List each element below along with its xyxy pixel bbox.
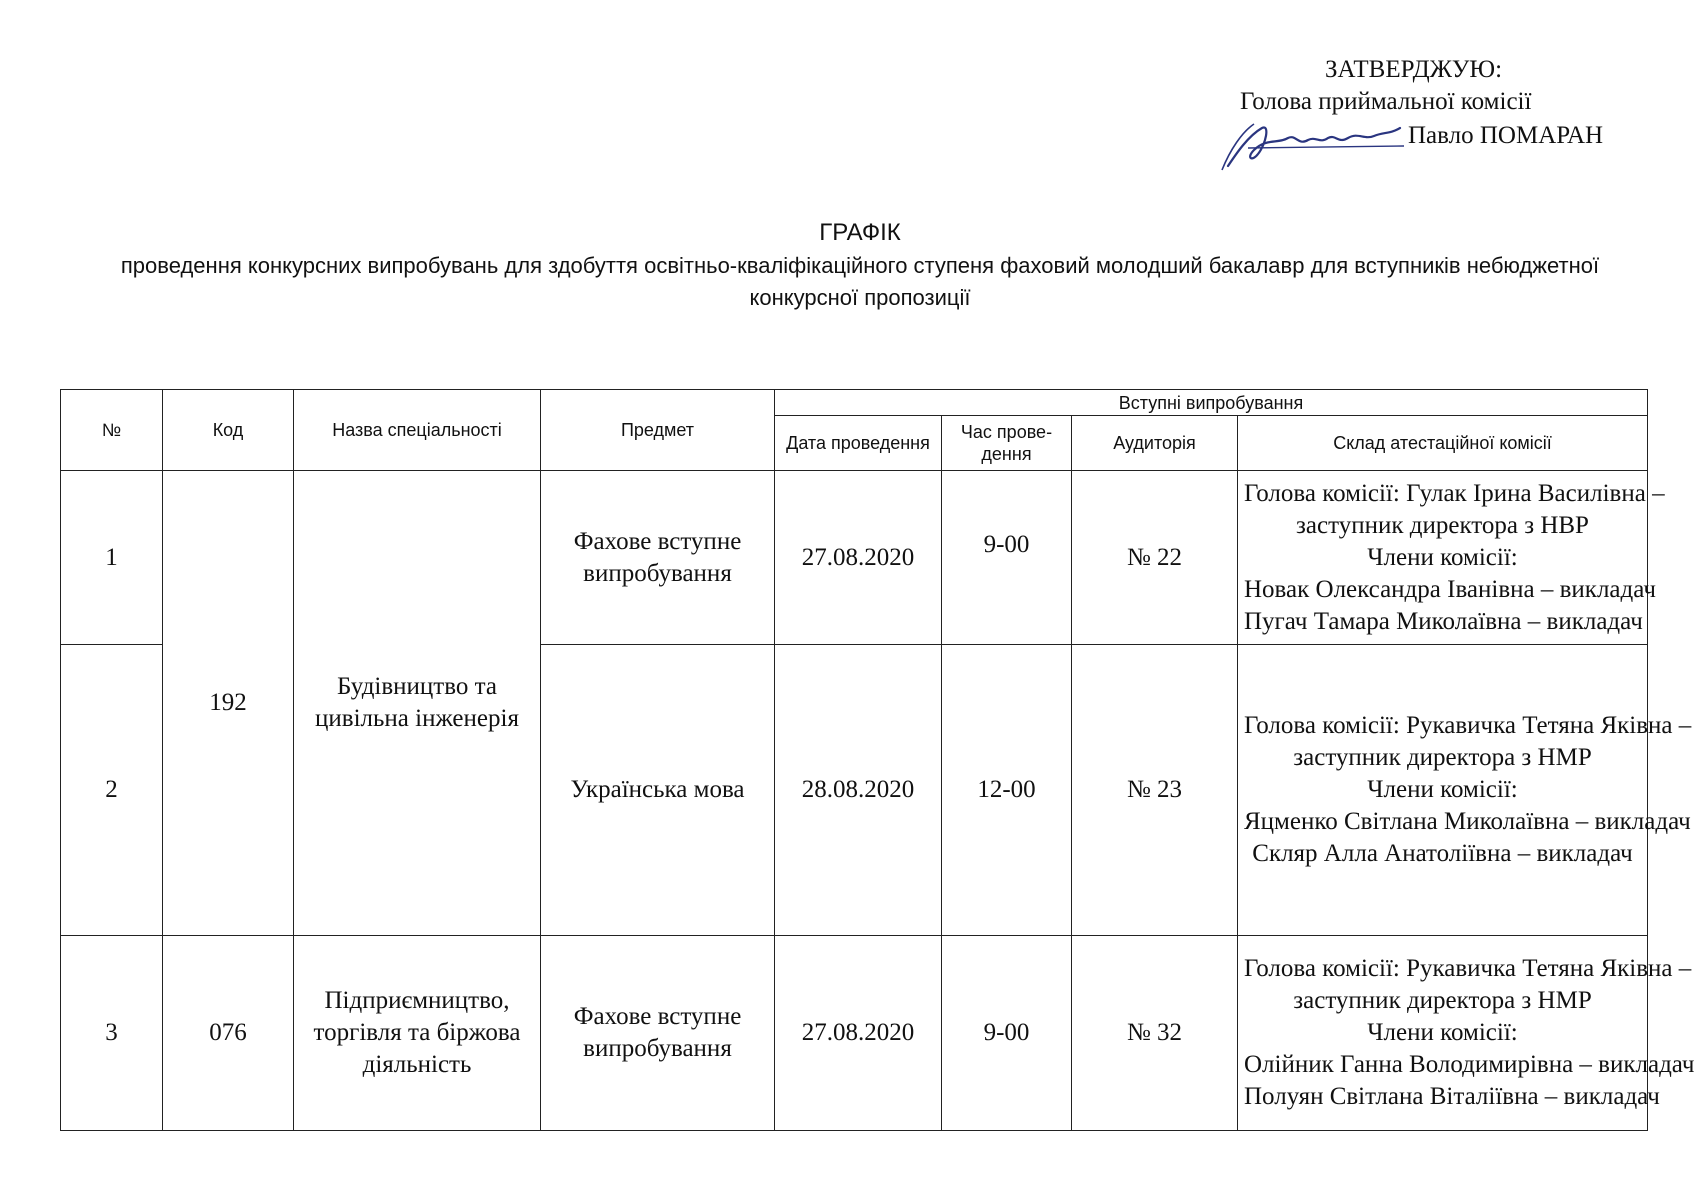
room-cell: № 32 bbox=[1072, 935, 1238, 1130]
approval-title: ЗАТВЕРДЖУЮ: bbox=[1325, 56, 1503, 83]
header-code: Код bbox=[163, 390, 294, 471]
commission-line: Пугач Тамара Миколаївна – викладач bbox=[1244, 607, 1643, 635]
commission-line: Члени комісії: bbox=[1367, 543, 1518, 571]
commission-line: Полуян Світлана Віталіївна – викладач bbox=[1244, 1082, 1660, 1110]
header-date: Дата проведення bbox=[775, 416, 942, 471]
document-heading bbox=[60, 218, 1660, 314]
document-title: ГРАФІК bbox=[819, 219, 901, 246]
header-exams-group: Вступні випробування bbox=[775, 390, 1648, 416]
table-row bbox=[61, 471, 1648, 645]
approval-name: Павло ПОМАРАН bbox=[1408, 122, 1604, 149]
commission-line: заступник директора з НМР bbox=[1293, 744, 1592, 772]
approval-position: Голова приймальної комісії bbox=[1240, 88, 1532, 115]
time-cell: 12-00 bbox=[942, 645, 1072, 935]
commission-line: Голова комісії: Рукавичка Тетяна Яківна – bbox=[1244, 712, 1692, 740]
commission-line: Олійник Ганна Володимирівна – викладач bbox=[1244, 1050, 1695, 1078]
commission-line: Яцменко Світлана Миколаївна – викладач bbox=[1244, 808, 1691, 836]
date-cell: 27.08.2020 bbox=[775, 471, 942, 645]
specialty-name: Будівництво та цивільна інженерія bbox=[294, 471, 541, 936]
specialty-code: 192 bbox=[163, 471, 294, 936]
commission-line: заступник директора з НМР bbox=[1293, 986, 1592, 1014]
commission-line: Голова комісії: Гулак Ірина Василівна – bbox=[1244, 479, 1665, 507]
commission-cell bbox=[1238, 471, 1665, 645]
commission-line: Новак Олександра Іванівна – викладач bbox=[1244, 575, 1656, 603]
exam-schedule-table bbox=[60, 389, 1695, 1131]
subject-cell: Фахове вступне випробування bbox=[541, 471, 775, 645]
approval-block bbox=[1240, 48, 1680, 158]
commission-line: Голова комісії: Рукавичка Тетяна Яківна – bbox=[1244, 954, 1692, 982]
header-commission: Склад атестаційної комісії bbox=[1238, 416, 1648, 471]
header-room: Аудиторія bbox=[1072, 416, 1238, 471]
date-cell: 28.08.2020 bbox=[775, 645, 942, 935]
commission-line: Скляр Алла Анатоліївна – викладач bbox=[1252, 840, 1633, 868]
time-cell: 9-00 bbox=[942, 471, 1072, 645]
row-num: 1 bbox=[61, 471, 163, 645]
header-time: Час прове-дення bbox=[942, 416, 1072, 471]
specialty-code: 076 bbox=[163, 935, 294, 1130]
subject-cell: Українська мова bbox=[541, 645, 775, 935]
header-num: № bbox=[61, 390, 163, 471]
time-cell: 9-00 bbox=[942, 935, 1072, 1130]
subject-cell: Фахове вступне випробування bbox=[541, 935, 775, 1130]
room-cell: № 23 bbox=[1072, 645, 1238, 935]
date-cell: 27.08.2020 bbox=[775, 935, 942, 1130]
commission-line: Члени комісії: bbox=[1367, 1018, 1518, 1046]
commission-cell bbox=[1238, 935, 1695, 1130]
room-cell: № 22 bbox=[1072, 471, 1238, 645]
table-row bbox=[61, 935, 1648, 1130]
document-subtitle: проведення конкурсних випробувань для здобуття освітньо-кваліфікаційного ступеня фаховий молодший бакалавр для вступників небюджетної конкурсної пропозиції bbox=[120, 253, 1600, 310]
row-num: 3 bbox=[61, 935, 163, 1130]
row-num: 2 bbox=[61, 645, 163, 935]
header-specialty: Назва спеціальності bbox=[294, 390, 541, 471]
header-subject: Предмет bbox=[541, 390, 775, 471]
commission-cell bbox=[1238, 645, 1692, 935]
commission-line: Члени комісії: bbox=[1367, 776, 1518, 804]
commission-line: заступник директора з НВР bbox=[1296, 511, 1589, 539]
specialty-name: Підприємництво, торгівля та біржова діяльність bbox=[294, 935, 541, 1130]
signature-image bbox=[1218, 114, 1428, 174]
